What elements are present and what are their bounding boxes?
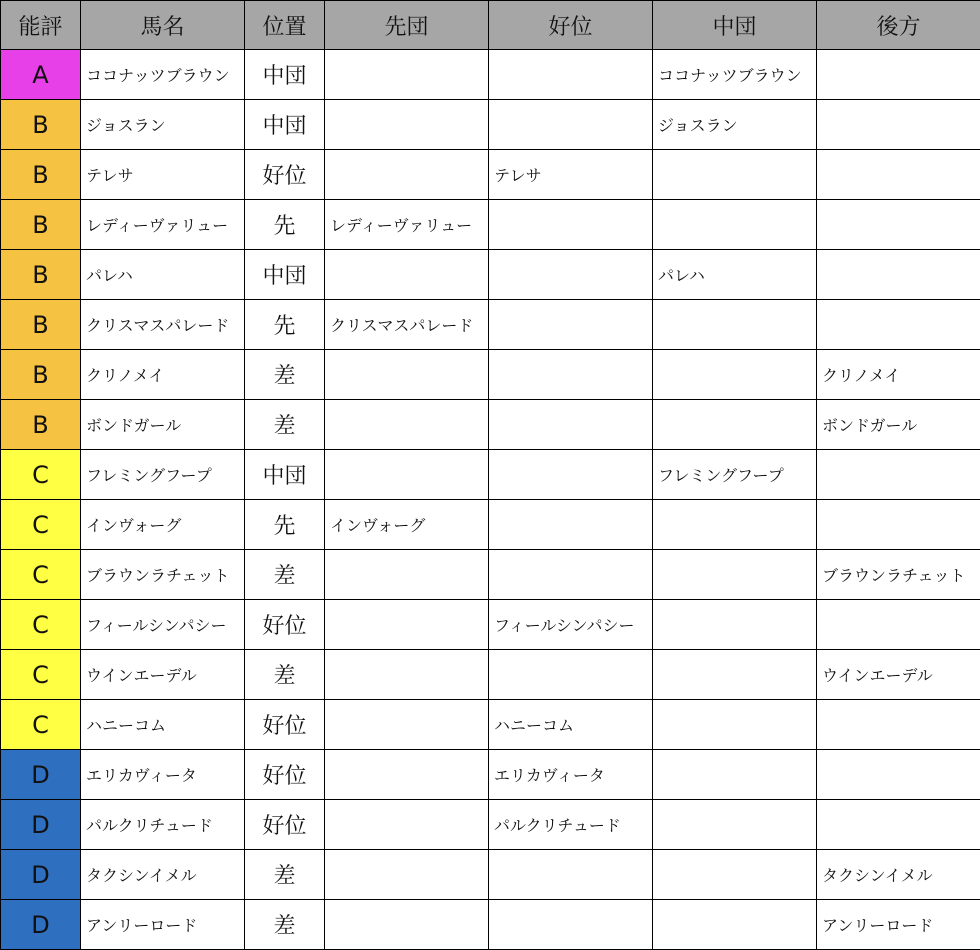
front-group-cell	[325, 900, 489, 950]
grade-cell: D	[1, 750, 81, 800]
horse-name-cell: テレサ	[81, 150, 245, 200]
position-cell: 好位	[245, 750, 325, 800]
rear-cell	[817, 800, 980, 850]
mid-group-cell: パレハ	[653, 250, 817, 300]
header-grade: 能評	[1, 1, 81, 50]
horse-name-cell: ココナッツブラウン	[81, 50, 245, 100]
horse-name-cell: レディーヴァリュー	[81, 200, 245, 250]
position-cell: 先	[245, 200, 325, 250]
mid-group-cell	[653, 800, 817, 850]
good-position-cell	[489, 900, 653, 950]
good-position-cell	[489, 300, 653, 350]
good-position-cell: パルクリチュード	[489, 800, 653, 850]
good-position-cell	[489, 50, 653, 100]
table-row	[1, 150, 980, 200]
front-group-cell: クリスマスパレード	[325, 300, 489, 350]
mid-group-cell	[653, 550, 817, 600]
front-group-cell	[325, 850, 489, 900]
position-cell: 差	[245, 350, 325, 400]
position-cell: 好位	[245, 600, 325, 650]
position-cell: 差	[245, 850, 325, 900]
mid-group-cell	[653, 150, 817, 200]
header-good-position: 好位	[489, 1, 653, 50]
grade-cell: B	[1, 200, 81, 250]
good-position-cell	[489, 350, 653, 400]
position-cell: 差	[245, 550, 325, 600]
good-position-cell	[489, 850, 653, 900]
grade-cell: D	[1, 850, 81, 900]
front-group-cell	[325, 400, 489, 450]
front-group-cell	[325, 100, 489, 150]
grade-cell: B	[1, 150, 81, 200]
position-cell: 中団	[245, 50, 325, 100]
front-group-cell: レディーヴァリュー	[325, 200, 489, 250]
mid-group-cell	[653, 650, 817, 700]
table-row	[1, 400, 980, 450]
rear-cell	[817, 250, 980, 300]
table-row	[1, 750, 980, 800]
rear-cell	[817, 200, 980, 250]
front-group-cell	[325, 50, 489, 100]
horse-name-cell: ウインエーデル	[81, 650, 245, 700]
front-group-cell: インヴォーグ	[325, 500, 489, 550]
grade-cell: B	[1, 250, 81, 300]
grade-cell: C	[1, 650, 81, 700]
table-row	[1, 650, 980, 700]
table-row	[1, 300, 980, 350]
horse-name-cell: ボンドガール	[81, 400, 245, 450]
front-group-cell	[325, 350, 489, 400]
grade-cell: B	[1, 350, 81, 400]
grade-cell: D	[1, 800, 81, 850]
header-row	[1, 1, 980, 50]
position-cell: 先	[245, 300, 325, 350]
mid-group-cell	[653, 400, 817, 450]
mid-group-cell	[653, 700, 817, 750]
good-position-cell	[489, 650, 653, 700]
rear-cell: アンリーロード	[817, 900, 980, 950]
front-group-cell	[325, 750, 489, 800]
horse-name-cell: インヴォーグ	[81, 500, 245, 550]
horse-name-cell: ハニーコム	[81, 700, 245, 750]
position-cell: 中団	[245, 250, 325, 300]
good-position-cell: フィールシンパシー	[489, 600, 653, 650]
rear-cell	[817, 600, 980, 650]
grade-cell: C	[1, 700, 81, 750]
good-position-cell	[489, 550, 653, 600]
good-position-cell	[489, 200, 653, 250]
front-group-cell	[325, 550, 489, 600]
mid-group-cell	[653, 200, 817, 250]
position-cell: 好位	[245, 700, 325, 750]
good-position-cell: ハニーコム	[489, 700, 653, 750]
front-group-cell	[325, 150, 489, 200]
front-group-cell	[325, 800, 489, 850]
position-cell: 好位	[245, 800, 325, 850]
table-row	[1, 50, 980, 100]
rear-cell	[817, 100, 980, 150]
horse-name-cell: フィールシンパシー	[81, 600, 245, 650]
table-row	[1, 800, 980, 850]
good-position-cell	[489, 400, 653, 450]
rear-cell: ブラウンラチェット	[817, 550, 980, 600]
mid-group-cell	[653, 350, 817, 400]
rear-cell	[817, 300, 980, 350]
grade-cell: C	[1, 600, 81, 650]
front-group-cell	[325, 450, 489, 500]
table-row	[1, 200, 980, 250]
table-row	[1, 600, 980, 650]
grade-cell: D	[1, 900, 81, 950]
front-group-cell	[325, 650, 489, 700]
rear-cell	[817, 500, 980, 550]
table-row	[1, 450, 980, 500]
good-position-cell: エリカヴィータ	[489, 750, 653, 800]
grade-cell: B	[1, 100, 81, 150]
grade-cell: C	[1, 550, 81, 600]
horse-name-cell: パルクリチュード	[81, 800, 245, 850]
position-cell: 中団	[245, 100, 325, 150]
table-row	[1, 100, 980, 150]
good-position-cell	[489, 100, 653, 150]
mid-group-cell	[653, 900, 817, 950]
rear-cell: クリノメイ	[817, 350, 980, 400]
grade-cell: B	[1, 300, 81, 350]
rear-cell	[817, 700, 980, 750]
position-cell: 差	[245, 400, 325, 450]
rear-cell	[817, 750, 980, 800]
horse-name-cell: フレミングフープ	[81, 450, 245, 500]
table-row	[1, 700, 980, 750]
mid-group-cell: フレミングフープ	[653, 450, 817, 500]
mid-group-cell	[653, 850, 817, 900]
rear-cell	[817, 150, 980, 200]
horse-name-cell: アンリーロード	[81, 900, 245, 950]
header-position: 位置	[245, 1, 325, 50]
horse-name-cell: ブラウンラチェット	[81, 550, 245, 600]
header-front-group: 先団	[325, 1, 489, 50]
mid-group-cell: ココナッツブラウン	[653, 50, 817, 100]
mid-group-cell	[653, 500, 817, 550]
position-cell: 好位	[245, 150, 325, 200]
mid-group-cell	[653, 750, 817, 800]
front-group-cell	[325, 250, 489, 300]
header-mid-group: 中団	[653, 1, 817, 50]
good-position-cell	[489, 500, 653, 550]
mid-group-cell	[653, 300, 817, 350]
grade-cell: C	[1, 500, 81, 550]
grade-cell: C	[1, 450, 81, 500]
rear-cell	[817, 450, 980, 500]
good-position-cell	[489, 250, 653, 300]
rear-cell: ボンドガール	[817, 400, 980, 450]
table-row	[1, 850, 980, 900]
table-row	[1, 250, 980, 300]
front-group-cell	[325, 700, 489, 750]
grade-cell: B	[1, 400, 81, 450]
position-cell: 差	[245, 650, 325, 700]
front-group-cell	[325, 600, 489, 650]
position-cell: 中団	[245, 450, 325, 500]
grade-cell: A	[1, 50, 81, 100]
good-position-cell: テレサ	[489, 150, 653, 200]
horse-name-cell: パレハ	[81, 250, 245, 300]
position-cell: 差	[245, 900, 325, 950]
mid-group-cell: ジョスラン	[653, 100, 817, 150]
table-row	[1, 500, 980, 550]
header-rear: 後方	[817, 1, 980, 50]
horse-name-cell: エリカヴィータ	[81, 750, 245, 800]
horse-name-cell: クリスマスパレード	[81, 300, 245, 350]
position-cell: 先	[245, 500, 325, 550]
rear-cell: タクシンイメル	[817, 850, 980, 900]
table-row	[1, 350, 980, 400]
good-position-cell	[489, 450, 653, 500]
mid-group-cell	[653, 600, 817, 650]
rear-cell	[817, 50, 980, 100]
horse-name-cell: タクシンイメル	[81, 850, 245, 900]
horse-name-cell: クリノメイ	[81, 350, 245, 400]
table-row	[1, 900, 980, 950]
table-row	[1, 550, 980, 600]
horse-name-cell: ジョスラン	[81, 100, 245, 150]
rear-cell: ウインエーデル	[817, 650, 980, 700]
header-horse-name: 馬名	[81, 1, 245, 50]
